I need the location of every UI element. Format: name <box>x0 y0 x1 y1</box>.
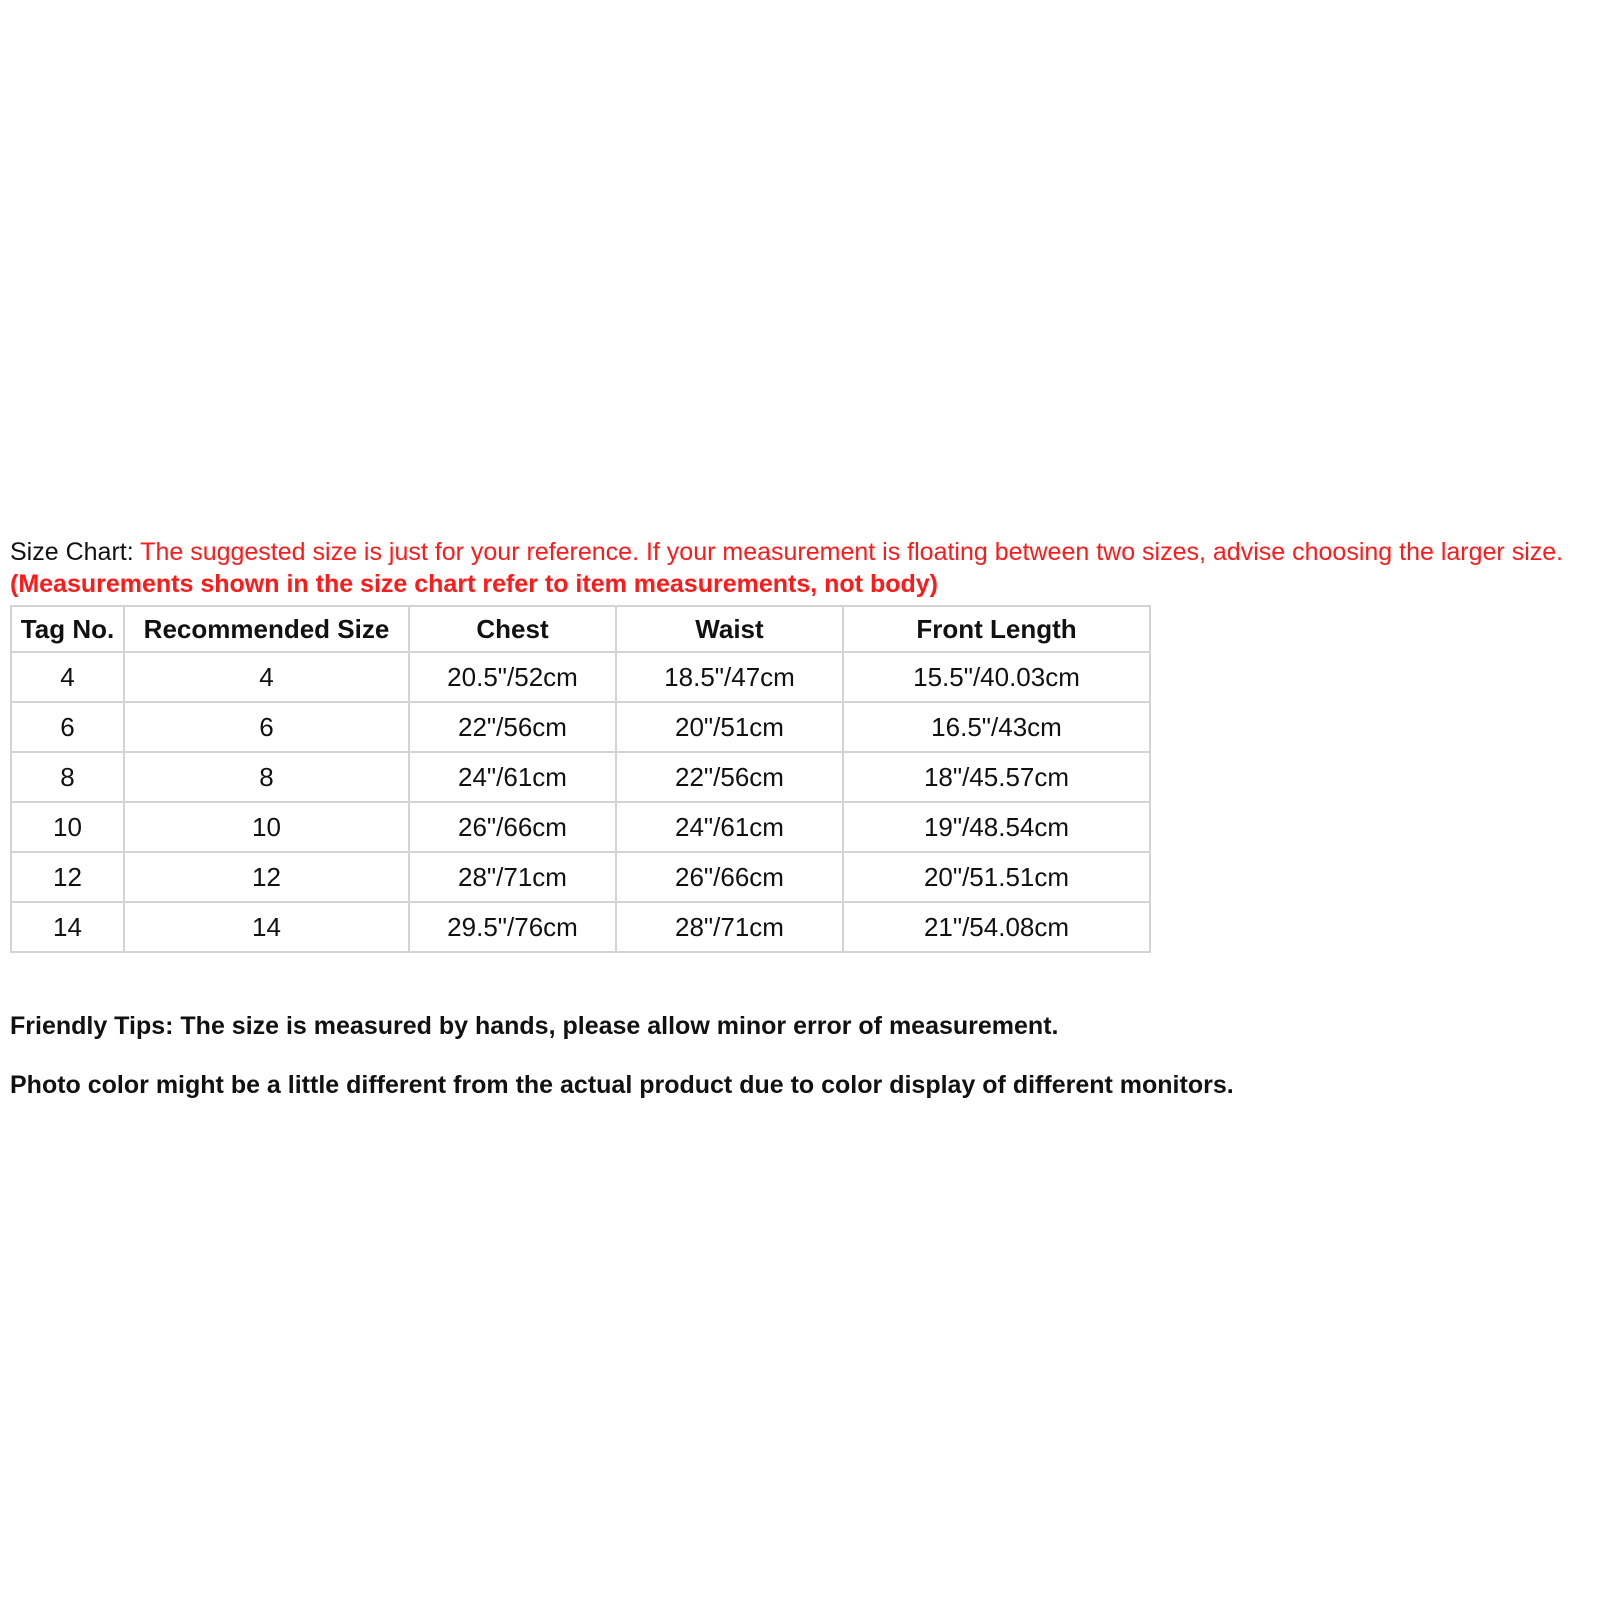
header-tag-no: Tag No. <box>11 606 124 652</box>
cell-front-length: 21"/54.08cm <box>843 902 1150 952</box>
cell-front-length: 18"/45.57cm <box>843 752 1150 802</box>
cell-recommended-size: 14 <box>124 902 409 952</box>
cell-front-length: 19"/48.54cm <box>843 802 1150 852</box>
cell-front-length: 15.5"/40.03cm <box>843 652 1150 702</box>
cell-recommended-size: 10 <box>124 802 409 852</box>
cell-chest: 29.5"/76cm <box>409 902 616 952</box>
size-chart-label: Size Chart <box>10 538 127 566</box>
cell-tag-no: 6 <box>11 702 124 752</box>
cell-tag-no: 10 <box>11 802 124 852</box>
cell-chest: 22"/56cm <box>409 702 616 752</box>
table-row <box>11 702 1150 752</box>
cell-recommended-size: 8 <box>124 752 409 802</box>
cell-recommended-size: 12 <box>124 852 409 902</box>
friendly-tips: Friendly Tips: The size is measured by hands, please allow minor error of measurement. <box>10 1012 1059 1040</box>
table-row <box>11 852 1150 902</box>
cell-waist: 26"/66cm <box>616 852 843 902</box>
cell-recommended-size: 4 <box>124 652 409 702</box>
cell-recommended-size: 6 <box>124 702 409 752</box>
cell-waist: 24"/61cm <box>616 802 843 852</box>
size-table <box>10 605 1151 953</box>
cell-front-length: 16.5"/43cm <box>843 702 1150 752</box>
table-row <box>11 652 1150 702</box>
header-waist: Waist <box>616 606 843 652</box>
cell-waist: 18.5"/47cm <box>616 652 843 702</box>
photo-color-note: Photo color might be a little different from the actual product due to color display of different monitors. <box>10 1071 1234 1099</box>
cell-chest: 20.5"/52cm <box>409 652 616 702</box>
cell-tag-no: 14 <box>11 902 124 952</box>
table-row <box>11 902 1150 952</box>
header-front-length: Front Length <box>843 606 1150 652</box>
size-chart-intro <box>10 536 1580 600</box>
table-row <box>11 752 1150 802</box>
cell-tag-no: 8 <box>11 752 124 802</box>
cell-waist: 28"/71cm <box>616 902 843 952</box>
cell-waist: 22"/56cm <box>616 752 843 802</box>
cell-front-length: 20"/51.51cm <box>843 852 1150 902</box>
cell-chest: 26"/66cm <box>409 802 616 852</box>
measurement-note: (Measurements shown in the size chart refer to item measurements, not body) <box>10 570 938 598</box>
cell-chest: 28"/71cm <box>409 852 616 902</box>
cell-tag-no: 4 <box>11 652 124 702</box>
header-chest: Chest <box>409 606 616 652</box>
size-reference-note: The suggested size is just for your reference. If your measurement is floating between two sizes, advise choosing the larger size. <box>140 538 1564 566</box>
header-recommended-size: Recommended Size <box>124 606 409 652</box>
size-chart-colon: : <box>126 538 141 566</box>
cell-chest: 24"/61cm <box>409 752 616 802</box>
table-row <box>11 802 1150 852</box>
cell-tag-no: 12 <box>11 852 124 902</box>
table-header-row <box>11 606 1150 652</box>
cell-waist: 20"/51cm <box>616 702 843 752</box>
